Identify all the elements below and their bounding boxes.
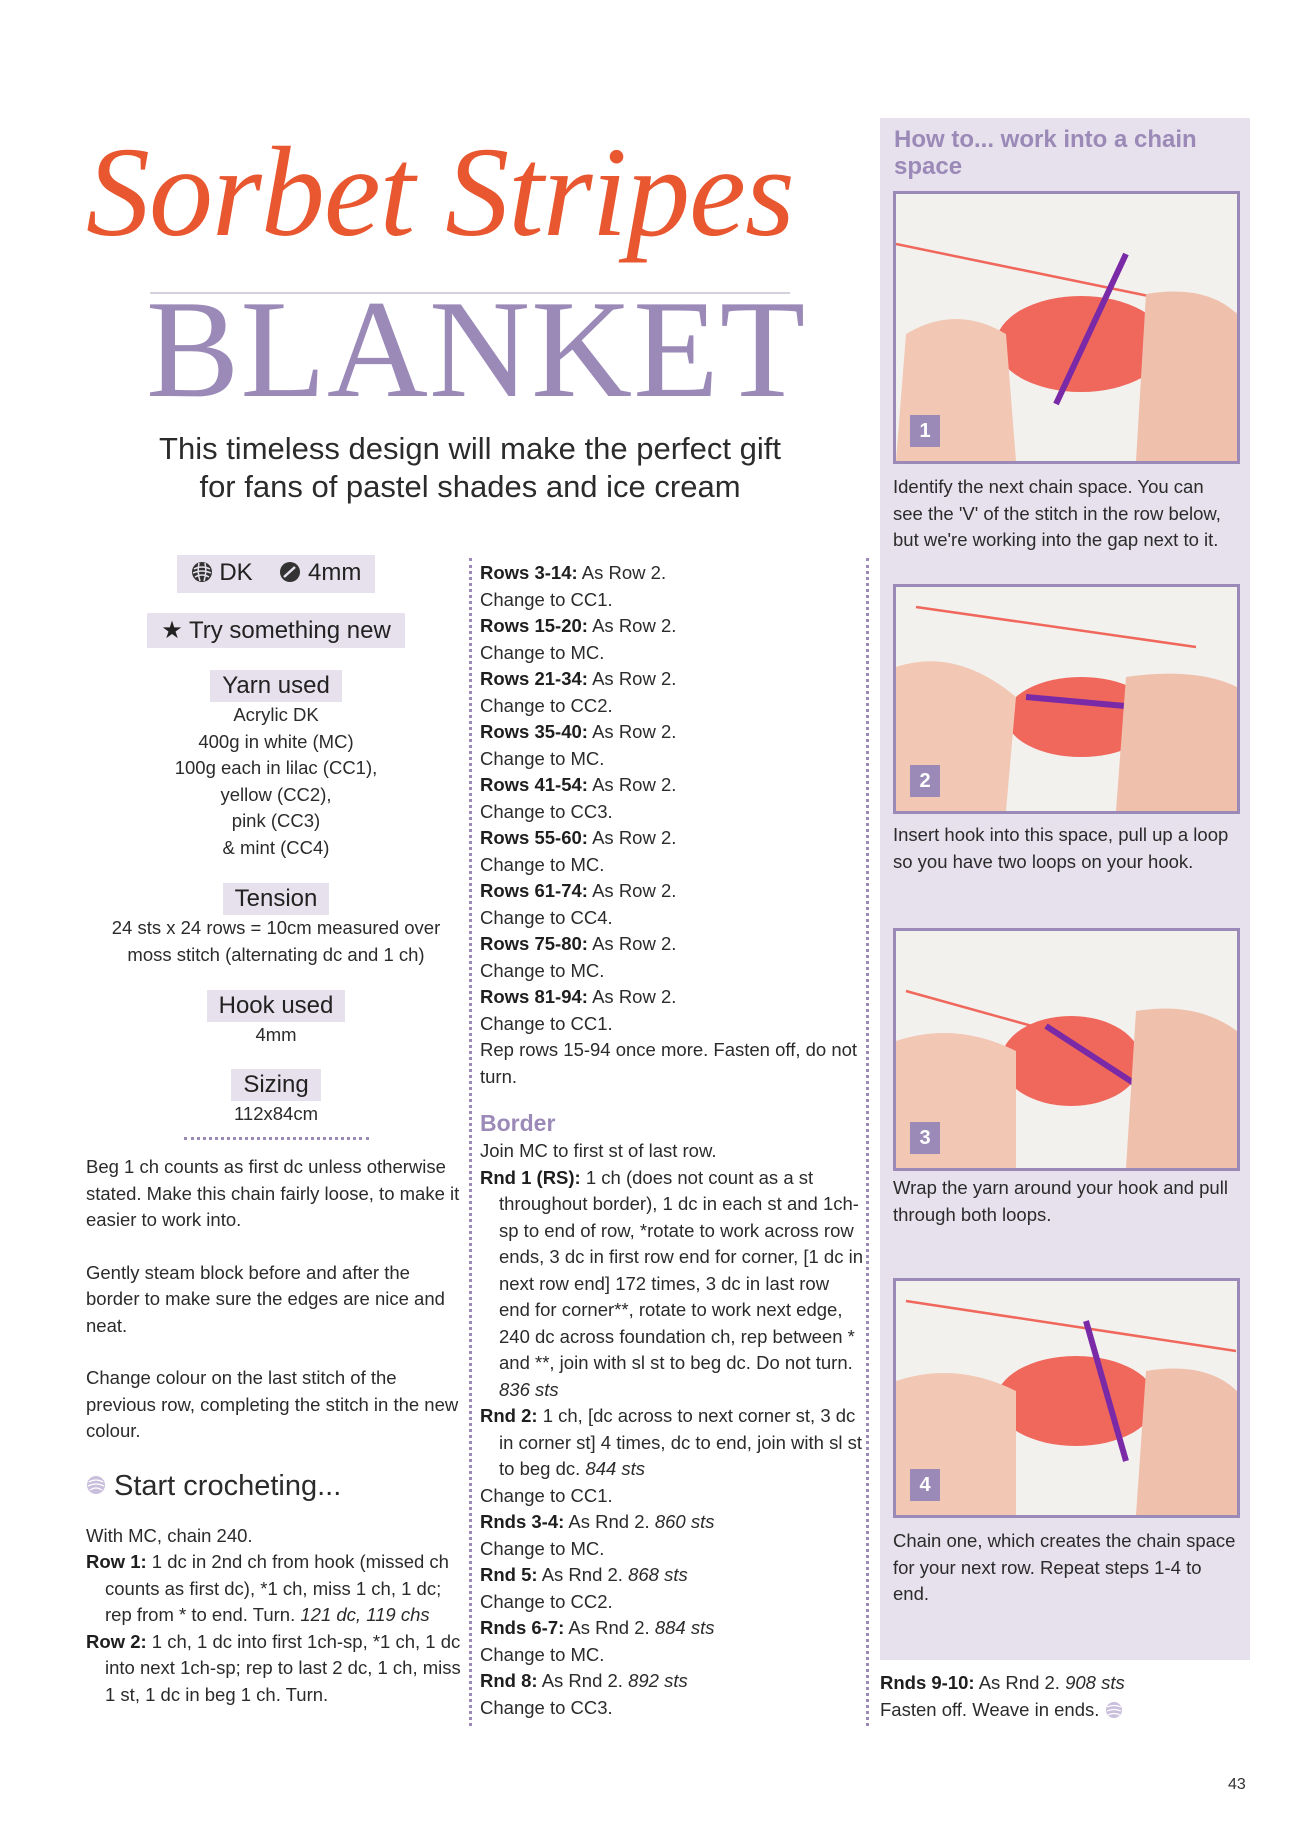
sizing-section <box>86 1069 466 1128</box>
instruction-line: Change to CC3. <box>480 800 613 822</box>
repeat-instruction: Rep rows 15-94 once more. Fasten off, do not turn. <box>480 1039 858 1087</box>
instruction-line: Change to MC. <box>480 747 605 769</box>
yarn-used-line: 100g each in lilac (CC1), <box>174 757 378 778</box>
yarn-used-section <box>86 670 466 861</box>
instruction-line: Rows 61-74: As Row 2. <box>480 880 677 901</box>
yarn-used-line: & mint (CC4) <box>222 836 330 858</box>
instruction-line: Change to MC. <box>480 1643 605 1665</box>
instruction-line: Rows 21-34: As Row 2. <box>480 668 677 689</box>
step-3-caption: Wrap the yarn around your hook and pull through both loops. <box>893 1177 1228 1225</box>
instruction-line: Change to CC1. <box>480 588 613 610</box>
step-1-photo <box>893 191 1240 464</box>
pattern-note: Change colour on the last stitch of the previous row, completing the stitch in the new colour. <box>86 1367 459 1441</box>
instruction-line: Rows 15-20: As Row 2. <box>480 615 677 636</box>
yarn-used-line: Acrylic DK <box>233 704 319 725</box>
instruction-line: Rows 81-94: As Row 2. <box>480 986 677 1007</box>
hook-used-value: 4mm <box>255 1024 297 1045</box>
round-1-instruction: Rnd 1 (RS): 1 ch (does not count as a st throughout border), 1 dc in each st and 1ch-sp to end of row, *rotate to work across row ends, 3 dc in first row end for corner, [1 dc in next row end] 172 times, 3 dc in last row end for corner**, rotate to work next edge, 240 dc across foundation ch, rep between * and **, join with sl st to beg dc. Do not turn. 836 sts <box>480 1166 864 1400</box>
instruction-line: Rnd 8: As Rnd 2. 892 sts <box>480 1670 688 1691</box>
yarn-weight: DK <box>219 559 253 586</box>
instruction-line: Change to CC4. <box>480 906 613 928</box>
tension-heading: Tension <box>223 883 330 915</box>
hook-size: 4mm <box>308 559 362 586</box>
instruction-line: Rnd 5: As Rnd 2. 868 sts <box>480 1564 688 1585</box>
step-2-photo <box>893 584 1240 814</box>
instruction-line: Change to CC2. <box>480 694 613 716</box>
tension-section <box>86 883 466 968</box>
step-4-caption: Chain one, which creates the chain space for your next row. Repeat steps 1-4 to end. <box>893 1530 1236 1604</box>
column-divider <box>469 558 472 1726</box>
row-2-instruction: Row 2: 1 ch, 1 dc into first 1ch-sp, *1 ch, 1 dc into next 1ch-sp; rep to last 2 dc, 1 ch, miss 1 st, 1 dc in beg 1 ch. Turn. <box>86 1630 461 1705</box>
instruction-line: Change to CC2. <box>480 1590 613 1612</box>
difficulty-tag <box>147 613 405 648</box>
rows-instructions-column <box>480 560 865 1721</box>
instruction-line: Rows 35-40: As Row 2. <box>480 721 677 742</box>
yarn-used-line: pink (CC3) <box>231 810 321 831</box>
step-3-photo <box>893 928 1240 1171</box>
instruction-line: Change to CC3. <box>480 1696 613 1718</box>
instruction-line: Rows 41-54: As Row 2. <box>480 774 677 795</box>
hook-used-heading: Hook used <box>207 990 346 1022</box>
hook-used-section <box>86 990 466 1049</box>
yarn-ball-icon <box>1105 1700 1123 1727</box>
instruction-line: Rows 75-80: As Row 2. <box>480 933 677 954</box>
step-number-badge: 2 <box>910 765 940 797</box>
instruction-line: Change to MC. <box>480 853 605 875</box>
yarn-used-line: 400g in white (MC) <box>198 730 354 752</box>
step-2-caption: Insert hook into this space, pull up a loop so you have two loops on your hook. <box>893 824 1229 872</box>
title-main: BLANKET <box>146 272 807 427</box>
final-round-instruction: Rnds 9-10: As Rnd 2. 908 sts <box>880 1672 1125 1693</box>
row-1-instruction: Row 1: 1 dc in 2nd ch from hook (missed ch counts as first dc), *1 ch, miss 1 ch, 1 dc; rep from * to end. Turn. 121 dc, 119 chs <box>86 1551 449 1625</box>
yarn-hook-tag <box>177 555 376 593</box>
start-intro: With MC, chain 240. <box>86 1524 253 1546</box>
step-4-photo <box>893 1278 1240 1518</box>
title-script: Sorbet Stripes <box>86 121 794 263</box>
howto-title: How to... work into a chain space <box>894 126 1197 180</box>
border-intro: Join MC to first st of last row. <box>480 1140 717 1161</box>
round-2-instruction: Rnd 2: 1 ch, [dc across to next corner st, 3 dc in corner st] 4 times, dc to end, join with sl st to beg dc. 844 sts <box>480 1405 862 1479</box>
sizing-value: 112x84cm <box>234 1102 318 1124</box>
subtitle-line-1: This timeless design will make the perfect gift <box>159 431 781 466</box>
pattern-info-column <box>86 555 466 1708</box>
pattern-note: Gently steam block before and after the border to make sure the edges are nice and neat. <box>86 1261 445 1336</box>
tension-line: 24 sts x 24 rows = 10cm measured over <box>111 917 441 938</box>
instruction-line: Change to MC. <box>480 1537 605 1559</box>
star-icon: ★ <box>161 617 183 644</box>
pattern-note: Beg 1 ch counts as first dc unless otherwise stated. Make this chain fairly loose, to make it easier to work into. <box>86 1156 460 1230</box>
column-divider <box>866 558 869 1726</box>
step-number-badge: 1 <box>910 415 940 447</box>
step-number-badge: 3 <box>910 1122 940 1154</box>
subtitle-line-2: for fans of pastel shades and ice cream <box>199 469 741 504</box>
rounds-list <box>480 1483 865 1722</box>
instruction-line: Rows 55-60: As Row 2. <box>480 827 677 848</box>
instruction-line: Change to CC1. <box>480 1012 613 1034</box>
step-1-caption: Identify the next chain space. You can see the 'V' of the stitch in the row below, but we're working into the gap next to it. <box>893 476 1221 550</box>
step-number-badge: 4 <box>910 1469 940 1501</box>
difficulty-label: Try something new <box>188 617 391 644</box>
instruction-line: Change to MC. <box>480 641 605 663</box>
subtitle <box>80 430 860 506</box>
closing-instruction: Fasten off. Weave in ends. <box>880 1697 1260 1727</box>
hook-icon <box>279 560 301 591</box>
instruction-line: Change to CC1. <box>480 1484 613 1506</box>
page-number: 43 <box>1228 1776 1246 1793</box>
instruction-line: Change to MC. <box>480 959 605 981</box>
start-crocheting-heading: Start crocheting... <box>86 1469 466 1503</box>
yarn-ball-icon <box>86 1469 106 1503</box>
yarn-used-heading: Yarn used <box>210 670 342 702</box>
border-heading: Border <box>480 1110 556 1136</box>
instruction-line: Rnds 6-7: As Rnd 2. 884 sts <box>480 1617 715 1638</box>
instruction-line: Rnds 3-4: As Rnd 2. 860 sts <box>480 1511 715 1532</box>
yarn-ball-icon <box>191 560 213 591</box>
tension-line: moss stitch (alternating dc and 1 ch) <box>127 943 425 965</box>
yarn-used-line: yellow (CC2), <box>220 783 332 805</box>
howto-panel <box>880 118 1250 1660</box>
final-rounds <box>880 1670 1260 1726</box>
section-divider <box>184 1137 369 1140</box>
rows-list <box>480 560 865 1037</box>
sizing-heading: Sizing <box>231 1069 320 1101</box>
instruction-line: Rows 3-14: As Row 2. <box>480 562 667 583</box>
